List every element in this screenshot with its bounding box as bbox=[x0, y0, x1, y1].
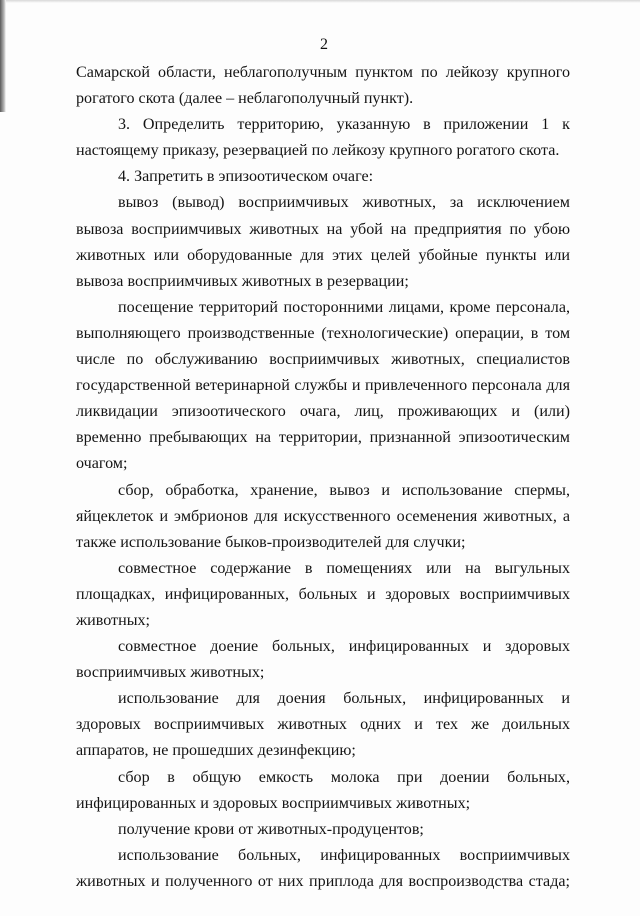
paragraph-4: вывоз (вывод) восприимчивых животных, за исключением вывоза восприимчивых животных на убой на предприятия по убою животных или оборудованные для этих целей убойные пункты или вывоза восприимчивых животных в резервации; bbox=[76, 194, 570, 290]
paragraph-11: получение крови от животных-продуцентов; bbox=[118, 820, 424, 838]
document-body bbox=[76, 60, 570, 895]
paragraph-12: использование больных, инфицированных восприимчивых животных и полученного от них приплода для воспроизводства стада; bbox=[76, 846, 570, 890]
paragraph-2: 3. Определить территорию, указанную в приложении 1 к настоящему приказу, резервацией по лейкозу крупного рогатого скота. bbox=[76, 116, 570, 160]
scan-left-edge bbox=[0, 0, 6, 112]
paragraph-7: совместное содержание в помещениях или на выгульных площадках, инфицированных, больных и здоровых восприимчивых животных; bbox=[76, 559, 570, 629]
paragraph-3: 4. Запретить в эпизоотическом очаге: bbox=[118, 168, 374, 186]
paragraph-6: сбор, обработка, хранение, вывоз и использование спермы, яйцеклеток и эмбрионов для искусственного осеменения животных, а также использование быков-производителей для случки; bbox=[76, 481, 570, 551]
scan-top-edge bbox=[0, 0, 640, 3]
paragraph-9: использование для доения больных, инфицированных и здоровых восприимчивых животных одних и тех же доильных аппаратов, не прошедших дезинфекцию; bbox=[76, 690, 570, 760]
page-number: 2 bbox=[320, 36, 328, 53]
paragraph-1: Самарской области, неблагополучным пунктом по лейкозу крупного рогатого скота (далее – неблагополучный пункт). bbox=[76, 64, 570, 108]
paragraph-8: совместное доение больных, инфицированных и здоровых восприимчивых животных; bbox=[76, 638, 570, 682]
paragraph-10: сбор в общую емкость молока при доении больных, инфицированных и здоровых восприимчивых животных; bbox=[76, 768, 570, 812]
paragraph-5: посещение территорий посторонними лицами, кроме персонала, выполняющего производственные (технологические) операции, в том числе по обслуживанию восприимчивых животных, специалистов государственной ветеринарной службы и привлеченного персонала для ликвидации эпизоотического очага, лиц, проживающих и (или) временно пребывающих на территории, признанной эпизоотическим очагом; bbox=[76, 298, 570, 473]
